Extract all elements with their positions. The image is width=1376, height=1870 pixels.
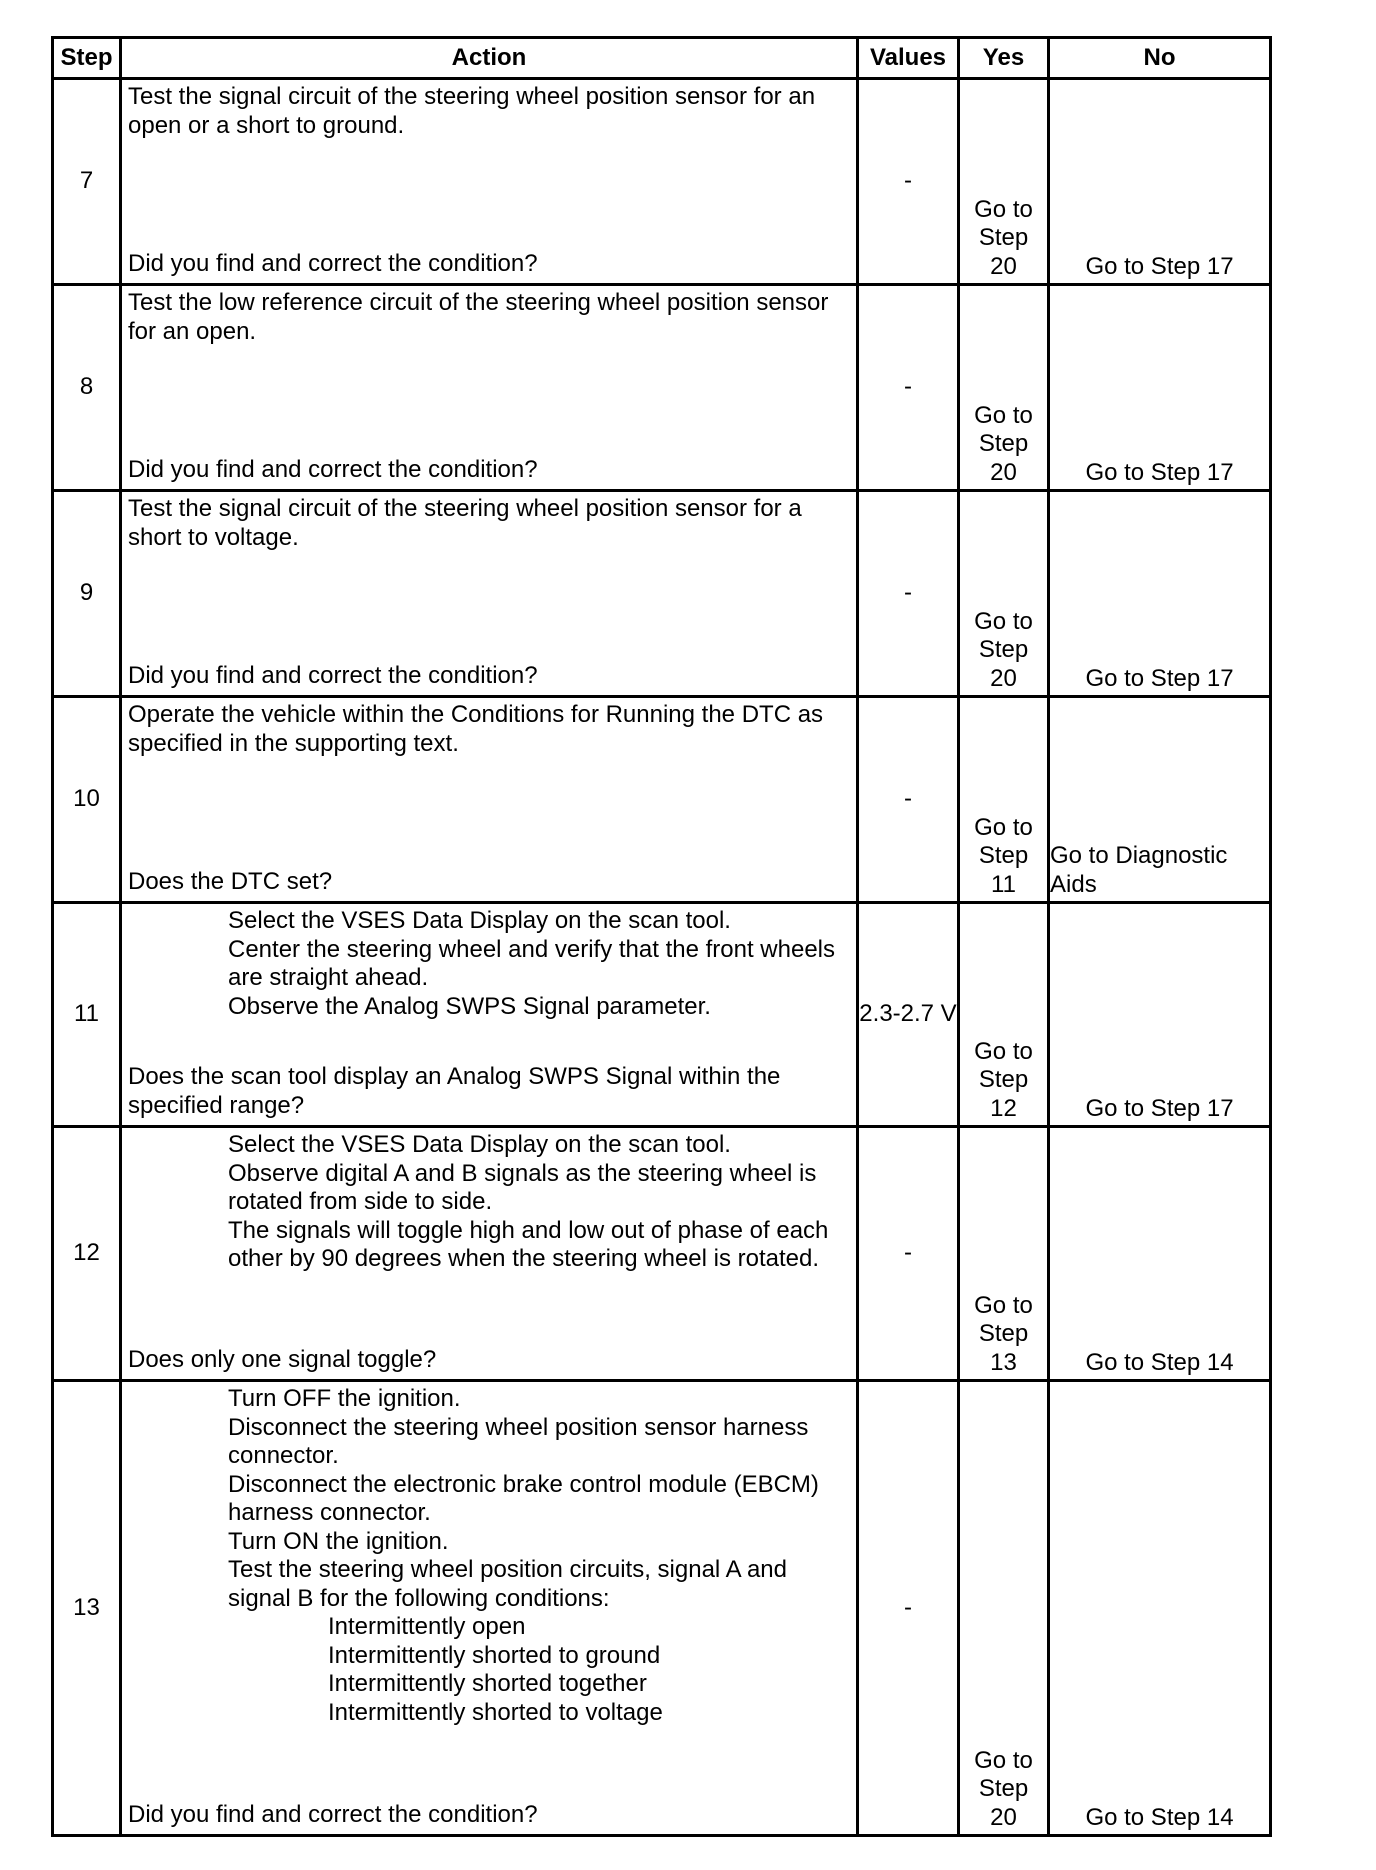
table-row <box>53 285 1271 491</box>
action-item: Center the steering wheel and verify that the front wheels are straight ahead. <box>228 935 836 991</box>
action-item: The signals will toggle high and low out of phase of each other by 90 degrees when the steering wheel is rotated. <box>228 1216 829 1272</box>
yes-line: Go to <box>974 401 1033 429</box>
yes-line: Step <box>978 1066 1029 1093</box>
table-row <box>53 79 1271 285</box>
header-no: No <box>1049 38 1271 79</box>
yes-cell <box>959 1127 1049 1381</box>
yes-line: Step <box>978 1775 1029 1802</box>
action-cell <box>121 491 858 697</box>
yes-line: 13 <box>990 1348 1017 1376</box>
action-text: Test the signal circuit of the steering wheel position sensor for a short to voltage. <box>128 495 802 551</box>
action-item: Observe digital A and B signals as the steering wheel is rotated from side to side. <box>228 1159 817 1215</box>
values-cell: - <box>858 697 959 903</box>
no-line: Go to Step 17 <box>1085 1094 1234 1122</box>
no-line: Go to Step 17 <box>1085 664 1234 692</box>
no-cell <box>1049 79 1271 285</box>
table-row <box>53 1127 1271 1381</box>
no-cell <box>1049 1381 1271 1836</box>
action-cell <box>121 285 858 491</box>
action-list <box>128 1131 850 1274</box>
step-number: 8 <box>53 285 121 491</box>
step-number: 12 <box>53 1127 121 1381</box>
header-values: Values <box>858 38 959 79</box>
yes-line: Step <box>978 636 1029 663</box>
no-line: Go to Step 14 <box>1085 1803 1234 1831</box>
action-item: Observe the Analog SWPS Signal parameter. <box>228 992 711 1020</box>
no-line: Go to Step 17 <box>1085 458 1234 486</box>
no-line: Go to Step 14 <box>1085 1348 1234 1376</box>
header-yes: Yes <box>959 38 1049 79</box>
yes-line: 20 <box>990 252 1017 280</box>
yes-cell <box>959 903 1049 1127</box>
action-list <box>128 907 850 1021</box>
yes-cell <box>959 285 1049 491</box>
action-item: Disconnect the steering wheel position sensor harness connector. <box>228 1413 809 1469</box>
action-item: Select the VSES Data Display on the scan tool. <box>228 1131 731 1158</box>
yes-line: Step <box>978 430 1029 457</box>
action-subitem: Intermittently open <box>328 1613 526 1640</box>
table-row <box>53 903 1271 1127</box>
no-line: Go to Diagnostic <box>1050 842 1228 869</box>
action-cell <box>121 903 858 1127</box>
action-question: Does the scan tool display an Analog SWPS Signal within the specified range? <box>128 1063 781 1119</box>
step-number: 7 <box>53 79 121 285</box>
action-text: Test the low reference circuit of the steering wheel position sensor for an open. <box>128 289 829 345</box>
action-text: Operate the vehicle within the Conditions for Running the DTC as specified in the supporting text. <box>128 701 824 757</box>
yes-cell <box>959 79 1049 285</box>
no-cell <box>1049 1127 1271 1381</box>
action-item: Select the VSES Data Display on the scan tool. <box>228 907 731 934</box>
yes-line: Step <box>978 842 1029 869</box>
values-cell: - <box>858 79 959 285</box>
action-cell <box>121 1381 858 1836</box>
action-question: Did you find and correct the condition? <box>128 249 538 277</box>
yes-line: Step <box>978 1320 1029 1347</box>
yes-line: 12 <box>990 1094 1017 1122</box>
action-subitem: Intermittently shorted together <box>328 1670 647 1697</box>
action-question: Does the DTC set? <box>128 867 333 895</box>
header-action: Action <box>121 38 858 79</box>
yes-line: Go to <box>974 195 1033 223</box>
action-cell <box>121 1127 858 1381</box>
table-row <box>53 697 1271 903</box>
step-number: 11 <box>53 903 121 1127</box>
yes-line: Go to <box>974 1037 1033 1065</box>
action-text: Test the signal circuit of the steering wheel position sensor for an open or a short to ground. <box>128 83 816 139</box>
yes-line: 20 <box>990 458 1017 486</box>
yes-line: Step <box>978 224 1029 251</box>
yes-line: 20 <box>990 1803 1017 1831</box>
step-number: 9 <box>53 491 121 697</box>
values-cell: - <box>858 1127 959 1381</box>
diagnostic-table <box>51 36 1272 1837</box>
table-row <box>53 1381 1271 1836</box>
action-cell <box>121 79 858 285</box>
action-item: Test the steering wheel position circuits, signal A and signal B for the following conditions: <box>228 1556 787 1612</box>
yes-cell <box>959 1381 1049 1836</box>
no-cell <box>1049 697 1271 903</box>
yes-line: Go to <box>974 1746 1033 1774</box>
values-cell: 2.3-2.7 V <box>858 903 959 1127</box>
no-cell <box>1049 285 1271 491</box>
action-cell <box>121 697 858 903</box>
step-number: 10 <box>53 697 121 903</box>
values-cell: - <box>858 491 959 697</box>
action-subitem: Intermittently shorted to ground <box>328 1641 661 1669</box>
yes-line: 20 <box>990 664 1017 692</box>
header-step: Step <box>53 38 121 79</box>
action-list <box>128 1385 850 1727</box>
yes-line: Go to <box>974 607 1033 635</box>
header-row <box>53 38 1271 79</box>
action-question: Did you find and correct the condition? <box>128 455 538 483</box>
yes-line: Go to <box>974 813 1033 841</box>
values-cell: - <box>858 1381 959 1836</box>
action-item: Disconnect the electronic brake control module (EBCM) harness connector. <box>228 1470 819 1526</box>
no-line: Go to Step 17 <box>1085 252 1234 280</box>
action-question: Did you find and correct the condition? <box>128 1800 538 1828</box>
no-cell <box>1049 491 1271 697</box>
yes-cell <box>959 697 1049 903</box>
yes-cell <box>959 491 1049 697</box>
action-question: Does only one signal toggle? <box>128 1345 437 1373</box>
action-item: Turn OFF the ignition. <box>228 1385 461 1412</box>
values-cell: - <box>858 285 959 491</box>
action-subitem: Intermittently shorted to voltage <box>328 1698 663 1726</box>
action-question: Did you find and correct the condition? <box>128 661 538 689</box>
table-row <box>53 491 1271 697</box>
step-number: 13 <box>53 1381 121 1836</box>
no-line: Aids <box>1050 870 1097 898</box>
action-item: Turn ON the ignition. <box>228 1527 449 1555</box>
yes-line: 11 <box>991 870 1016 898</box>
yes-line: Go to <box>974 1291 1033 1319</box>
no-cell <box>1049 903 1271 1127</box>
